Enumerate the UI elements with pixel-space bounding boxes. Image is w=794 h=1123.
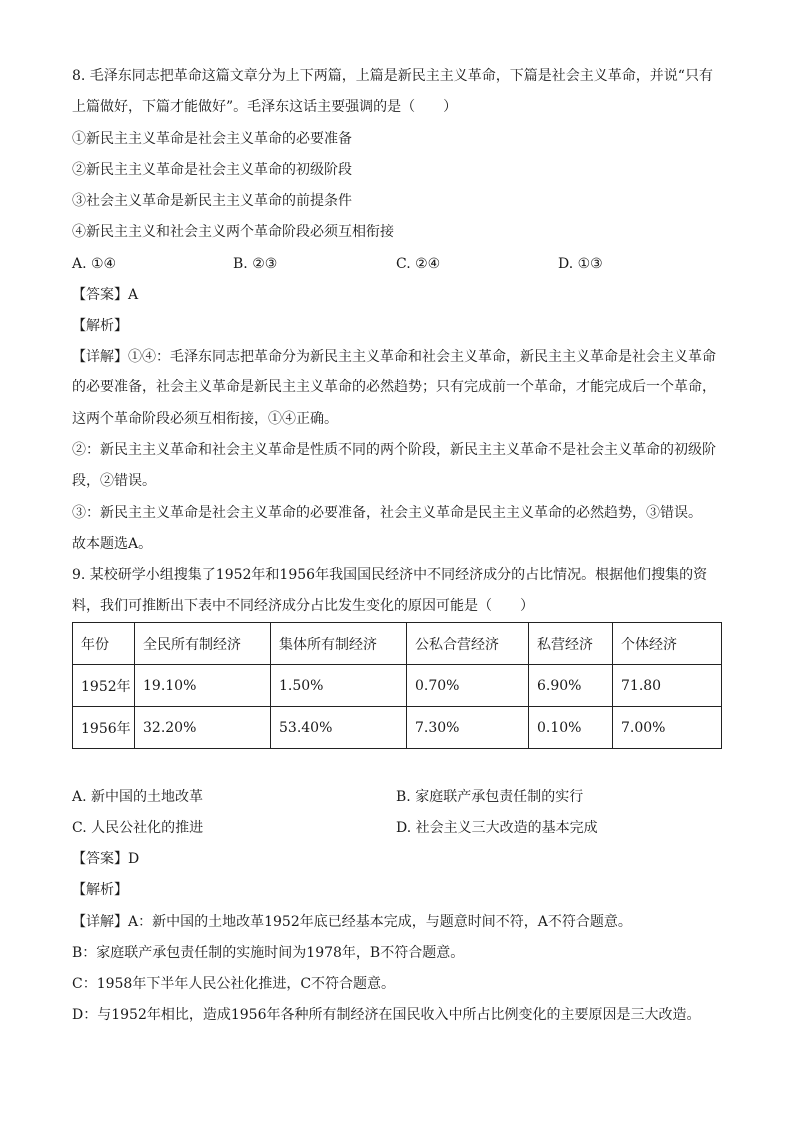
q9-detail-line: B：家庭联产承包责任制的实施时间为1978年，B不符合题意。 [72,945,465,961]
q8-detail-line: 故本题选A。 [72,536,153,552]
table-cell: 7.30% [407,707,529,749]
q8-option-c: C. ②④ [396,256,441,272]
q9-option-b: B. 家庭联产承包责任制的实行 [396,789,584,805]
table-header-row [73,623,722,665]
table-header-cell: 全民所有制经济 [135,623,271,665]
q8-option-a: A. ①④ [72,256,117,272]
q8-detail-line: 这两个革命阶段必须互相衔接，①④正确。 [72,411,338,427]
q8-option-d: D. ①③ [558,256,603,272]
q9-answer: 【答案】D [72,851,140,867]
table-cell: 32.20% [135,707,271,749]
q9-detail-line: C：1958年下半年人民公社化推进，C不符合题意。 [72,976,396,992]
table-header-cell: 年份 [73,623,135,665]
q8-analysis-label: 【解析】 [72,318,128,334]
q9-option-d: D. 社会主义三大改造的基本完成 [396,820,598,836]
q8-detail-line: 【详解】①④：毛泽东同志把革命分为新民主主义革命和社会主义革命，新民主主义革命是社会主义革命 [72,349,716,365]
q8-item-4: ④新民主主义和社会主义两个革命阶段必须互相衔接 [72,224,394,240]
q8-stem-line1: 8. 毛泽东同志把革命这篇文章分为上下两篇，上篇是新民主主义革命，下篇是社会主义革命，并说“只有 [72,68,713,84]
q9-detail-line: D：与1952年相比，造成1956年各种所有制经济在国民收入中所占比例变化的主要原因是三大改造。 [72,1007,701,1023]
q8-option-b: B. ②③ [233,256,278,272]
q8-answer: 【答案】A [72,287,139,303]
table-header-cell: 集体所有制经济 [271,623,407,665]
table-cell: 7.00% [613,707,722,749]
q8-detail-line: ③：新民主主义革命是社会主义革命的必要准备，社会主义革命是民主主义革命的必然趋势，③错误。 [72,505,702,521]
economy-share-table [72,622,722,749]
table-cell: 6.90% [529,665,613,707]
table-cell: 0.70% [407,665,529,707]
table-row [73,665,722,707]
table-cell: 0.10% [529,707,613,749]
table-cell: 1956年 [73,707,135,749]
table-row [73,707,722,749]
q9-analysis-label: 【解析】 [72,882,128,898]
table-cell: 53.40% [271,707,407,749]
q8-detail-line: ②：新民主主义革命和社会主义革命是性质不同的两个阶段，新民主主义革命不是社会主义革命的初级阶 [72,442,716,458]
table-header-cell: 个体经济 [613,623,722,665]
q8-item-1: ①新民主主义革命是社会主义革命的必要准备 [72,131,352,147]
q8-item-3: ③社会主义革命是新民主主义革命的前提条件 [72,193,352,209]
table-header-cell: 私营经济 [529,623,613,665]
q8-detail-line: 的必要准备，社会主义革命是新民主主义革命的必然趋势；只有完成前一个革命，才能完成后一个革命， [72,379,716,395]
q9-option-a: A. 新中国的土地改革 [72,789,204,805]
q9-option-c: C. 人民公社化的推进 [72,820,204,836]
q8-item-2: ②新民主主义革命是社会主义革命的初级阶段 [72,162,352,178]
table-cell: 71.80 [613,665,722,707]
q9-stem-line2: 料，我们可推断出下表中不同经济成分占比发生变化的原因可能是（ ） [72,598,534,614]
table-cell: 1.50% [271,665,407,707]
table-header-cell: 公私合营经济 [407,623,529,665]
q9-detail-line: 【详解】A：新中国的土地改革1952年底已经基本完成，与题意时间不符，A不符合题意。 [72,914,632,930]
q8-stem-line2: 上篇做好，下篇才能做好”。毛泽东这话主要强调的是（ ） [72,99,458,115]
q8-detail-line: 段，②错误。 [72,473,156,489]
table-cell: 1952年 [73,665,135,707]
table-cell: 19.10% [135,665,271,707]
q9-stem-line1: 9. 某校研学小组搜集了1952年和1956年我国国民经济中不同经济成分的占比情况。根据他们搜集的资 [72,567,708,583]
